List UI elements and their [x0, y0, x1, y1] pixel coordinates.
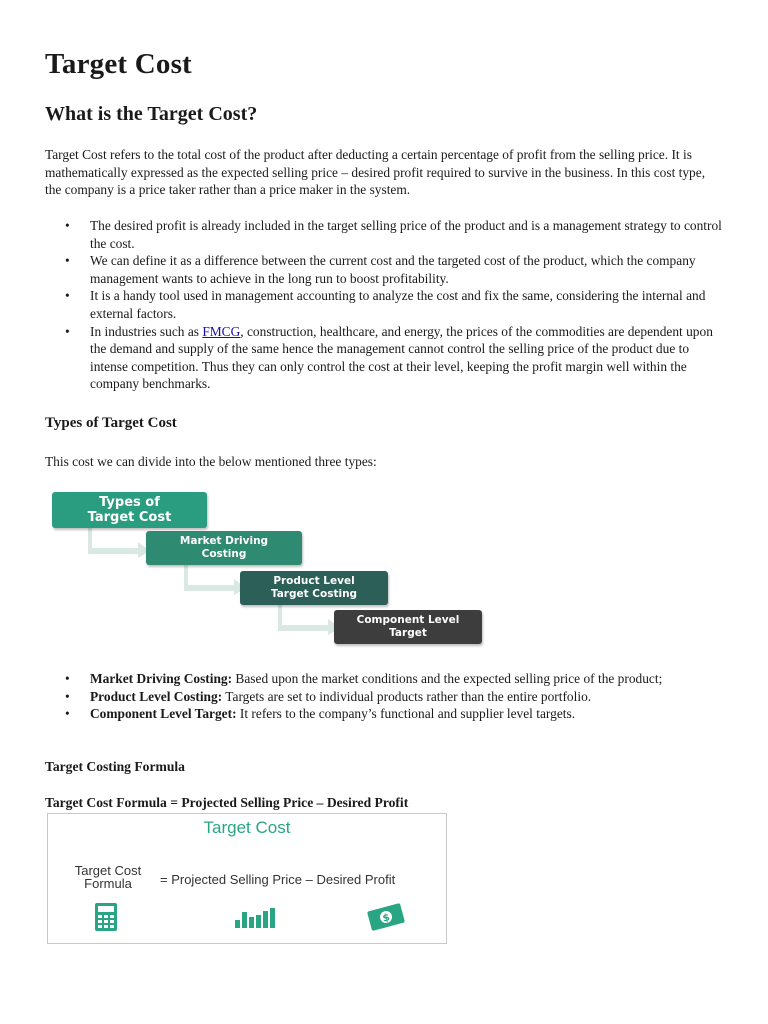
- box-text: Market Driving: [179, 535, 269, 547]
- box-text: Costing: [201, 548, 247, 560]
- diagram-box-market-driving: [146, 531, 302, 565]
- bar-chart-icon: [234, 906, 278, 930]
- type-term: Component Level Target:: [90, 706, 237, 722]
- intro-paragraph: Target Cost refers to the total cost of the product after deducting a certain percentage of profit from the selling price. It is mathematically expressed as the expected selling price – desired profit required to survive in the business. In this cost type, the company is a price taker rather than a price maker in the system.: [45, 147, 706, 198]
- svg-text:$: $: [381, 912, 392, 925]
- formula-image-title: Target Cost: [203, 818, 291, 837]
- box-text: Product Level: [273, 575, 355, 587]
- formula-image-equation: = Projected Selling Price – Desired Profit: [160, 872, 396, 887]
- box-text: Target Costing: [270, 588, 358, 600]
- box-text: Target: [389, 627, 427, 639]
- diagram-box-component-level: [334, 610, 482, 644]
- list-item-text: , construction, healthcare, and energy, the prices of the commodities are dependent upon the demand and supply of the same hence the management cannot control the selling price of the product due to intense competition. Thus they can only control the cost at their level, keeping the profit margin well within the company benchmarks.: [90, 323, 713, 392]
- list-item-text: In industries such as: [90, 323, 203, 339]
- box-text: Target Cost: [87, 510, 172, 525]
- money-icon: [366, 900, 406, 934]
- list-item: • We can define it as a difference between the current cost and the targeted cost of the product, which the company management wants to achieve in the long run to boost profitability.: [45, 252, 725, 287]
- page-title: Target Cost: [45, 48, 192, 80]
- box-text: Types of: [99, 495, 160, 510]
- types-intro: This cost we can divide into the below mentioned three types:: [45, 454, 377, 469]
- types-heading: Types of Target Cost: [45, 415, 177, 431]
- type-desc: Based upon the market conditions and the expected selling price of the product;: [232, 671, 663, 686]
- formula-line: Target Cost Formula = Projected Selling Price – Desired Profit: [45, 795, 409, 810]
- list-item: • It is a handy tool used in management accounting to analyze the cost and fix the same, considering the internal and external factors.: [45, 287, 725, 322]
- formula-heading: Target Costing Formula: [45, 759, 185, 774]
- type-term: Market Driving Costing:: [90, 671, 233, 686]
- box-text: Component Level: [356, 614, 460, 626]
- type-term: Product Level Costing:: [90, 688, 223, 704]
- type-desc: Targets are set to individual products rather than the entire portfolio.: [222, 688, 592, 704]
- list-item: • The desired profit is already included in the target selling price of the product and is a management strategy to control the cost.: [45, 217, 725, 252]
- label-line: Target Cost: [74, 863, 142, 878]
- section-heading-what-is: What is the Target Cost?: [45, 103, 258, 125]
- list-item: [45, 323, 725, 393]
- calculator-icon: [94, 902, 118, 932]
- definition-list: [45, 217, 725, 393]
- list-item: [45, 670, 725, 688]
- list-item: [45, 705, 725, 723]
- list-item: [45, 688, 725, 706]
- fmcg-link[interactable]: FMCG: [202, 323, 241, 339]
- formula-image-label: [58, 864, 158, 890]
- diagram-box-types: [52, 492, 207, 528]
- type-desc: It refers to the company’s functional and supplier level targets.: [236, 706, 576, 722]
- formula-image: [47, 813, 447, 944]
- types-diagram: [52, 490, 492, 650]
- types-list: [45, 670, 725, 723]
- label-line: Formula: [84, 876, 132, 891]
- diagram-box-product-level: [240, 571, 388, 605]
